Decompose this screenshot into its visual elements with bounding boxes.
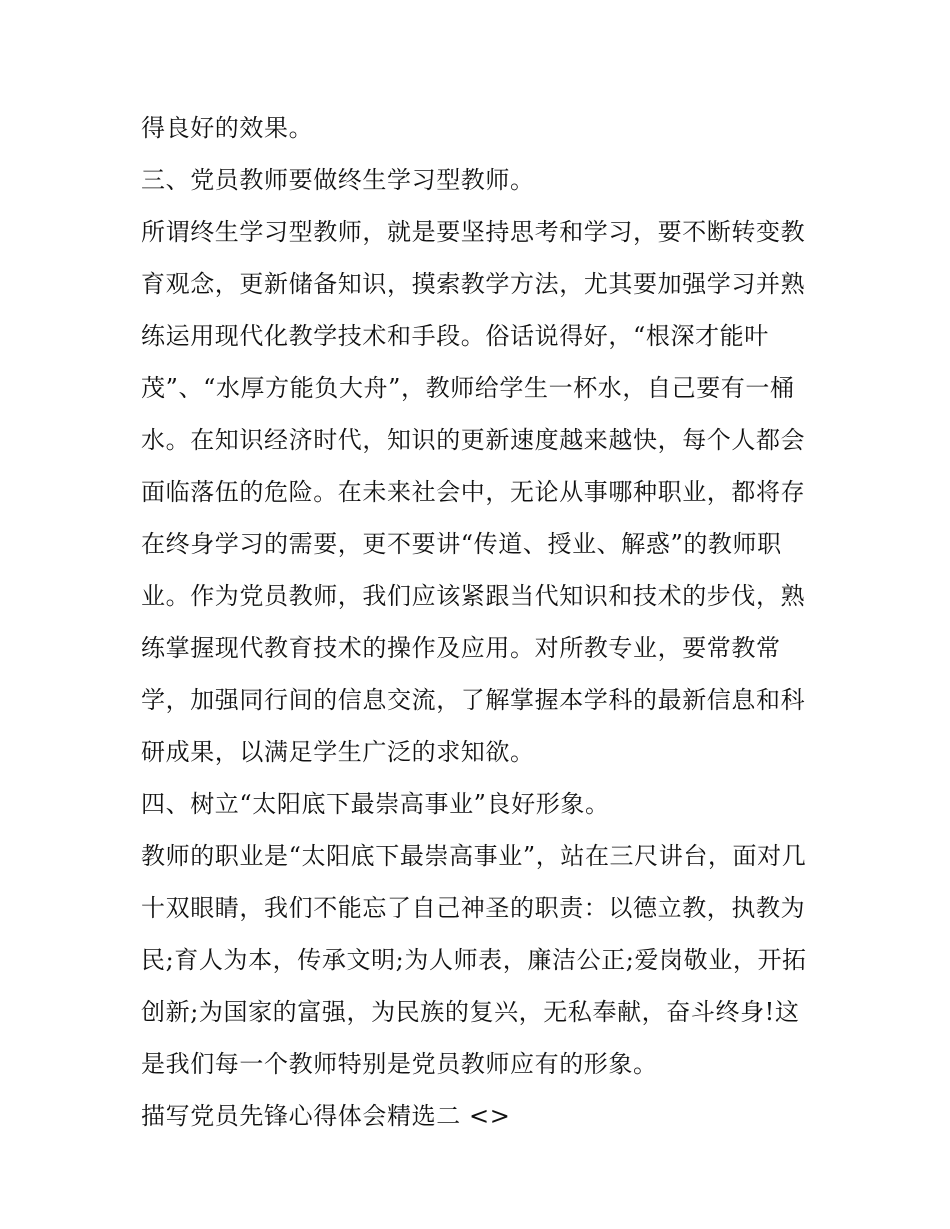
text-line: 在终身学习的需要，更不要讲“传道、授业、解惑”的教师职: [141, 530, 782, 558]
text-line: 面临落伍的危险。在未来社会中，无论从事哪种职业，都将存: [141, 478, 806, 506]
text-line: 民;育人为本，传承文明;为人师表，廉洁公正;爱岗敬业，开拓: [141, 946, 807, 974]
text-line: 十双眼睛，我们不能忘了自己神圣的职责：以德立教，执教为: [141, 894, 806, 922]
text-line: 业。作为党员教师，我们应该紧跟当代知识和技术的步伐，熟: [141, 582, 806, 610]
section-heading: 四、树立“太阳底下最崇高事业”良好形象。: [141, 790, 610, 818]
text-line: 所谓终生学习型教师，就是要坚持思考和学习，要不断转变教: [141, 218, 806, 246]
next-article-title: 描写党员先锋心得体会精选二 <>: [141, 1102, 511, 1130]
text-line: 研成果，以满足学生广泛的求知欲。: [141, 738, 535, 766]
text-line: 是我们每一个教师特别是党员教师应有的形象。: [141, 1050, 658, 1078]
text-line: 练掌握现代教育技术的操作及应用。对所教专业，要常教常: [141, 634, 781, 662]
text-line: 得良好的效果。: [141, 114, 314, 142]
text-line: 教师的职业是“太阳底下最崇高事业”，站在三尺讲台，面对几: [141, 842, 807, 870]
text-line: 水。在知识经济时代，知识的更新速度越来越快，每个人都会: [141, 426, 806, 454]
text-line: 练运用现代化教学技术和手段。俗话说得好，“根深才能叶: [141, 322, 769, 350]
text-line: 创新;为国家的富强，为民族的复兴，无私奉献，奋斗终身!这: [141, 998, 800, 1026]
text-line: 育观念，更新储备知识，摸索教学方法，尤其要加强学习并熟: [141, 270, 806, 298]
text-line: 茂”、“水厚方能负大舟”，教师给学生一杯水，自己要有一桶: [141, 374, 795, 402]
section-heading: 三、党员教师要做终生学习型教师。: [141, 166, 535, 194]
text-line: 学，加强同行间的信息交流，了解掌握本学科的最新信息和科: [141, 686, 806, 714]
